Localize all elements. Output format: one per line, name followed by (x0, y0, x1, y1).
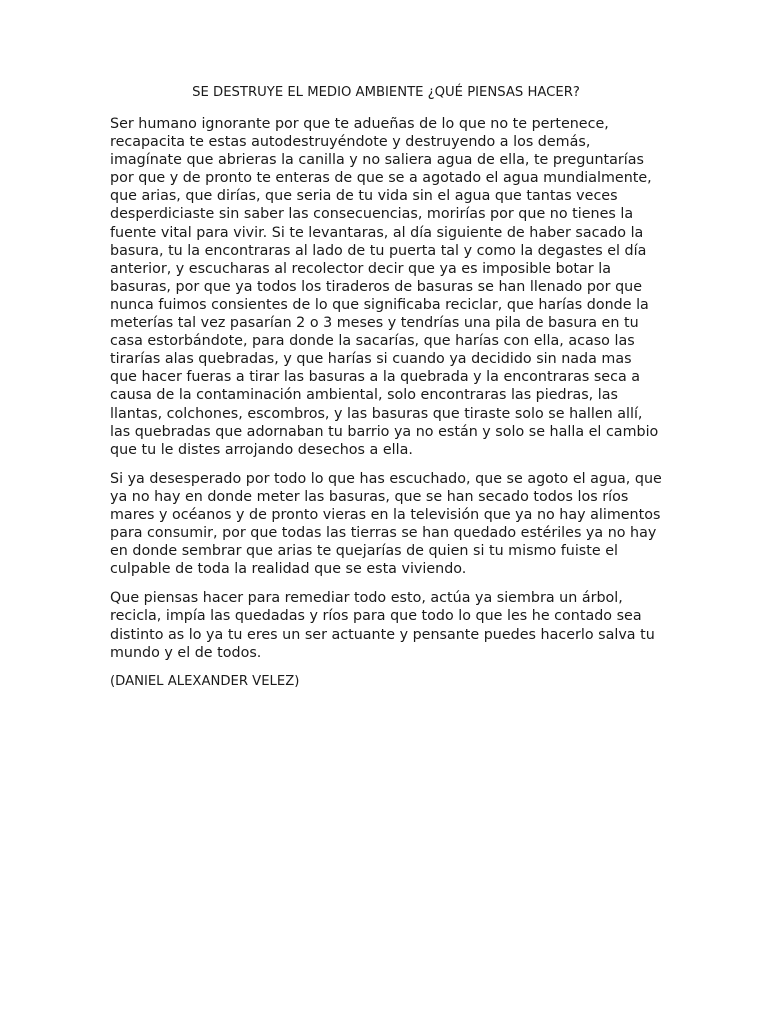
paragraph-1: Ser humano ignorante por que te adueñas de lo que no te pertenece, recapacita te estas autodestruyéndote y destruyendo a los demás, imagínate que abrieras la canilla y no saliera agua de ella, te preguntarías por que y de pronto te enteras de que se a agotado el agua mundialmente, que arias, que dirías, que seria de tu vida sin el agua que tantas veces desperdiciaste sin saber las consecuencias, morirías por que no tienes la fuente vital para vivir. Si te levantaras, al día siguiente de haber sacado la basura, tu la encontraras al lado de tu puerta tal y como la degastes el día anterior, y escucharas al recolector decir que ya es imposible botar la basuras, por que ya todos los tiraderos de basuras se han llenado por que nunca fuimos consientes de lo que significaba reciclar, que harías donde la meterías tal vez pasarían 2 o 3 meses y tendrías una pila de basura en tu casa estorbándote, para donde la sacarías, que harías con ella, acaso las tirarías alas quebradas, y que harías si cuando ya decidido sin nada mas que hacer fueras a tirar las basuras a la quebrada y la encontraras seca a causa de la contaminación ambiental, solo encontraras las piedras, las llantas, colchones, escombros, y las basuras que tiraste solo se hallen allí, las quebradas que adornaban tu barrio ya no están y solo se halla el cambio que tu le distes arrojando desechos a ella. (110, 116, 659, 458)
document-body (110, 84, 662, 691)
paragraph-3: Que piensas hacer para remediar todo esto, actúa ya siembra un árbol, recicla, impía las quedadas y ríos para que todo lo que les he contado sea distinto as lo ya tu eres un ser actuante y pensante puedes hacerlo salva tu mundo y el de todos. (110, 590, 655, 661)
author-signature: (DANIEL ALEXANDER VELEZ) (110, 673, 300, 689)
paragraph-2: Si ya desesperado por todo lo que has escuchado, que se agoto el agua, que ya no hay en donde meter las basuras, que se han secado todos los ríos mares y océanos y de pronto vieras en la televisión que ya no hay alimentos para consumir, por que todas las tierras se han quedado estériles ya no hay en donde sembrar que arias te quejarías de quien si tu mismo fuiste el culpable de toda la realidad que se esta viviendo. (110, 470, 662, 578)
document-title: SE DESTRUYE EL MEDIO AMBIENTE ¿QUÉ PIENSAS HACER? (192, 85, 580, 100)
